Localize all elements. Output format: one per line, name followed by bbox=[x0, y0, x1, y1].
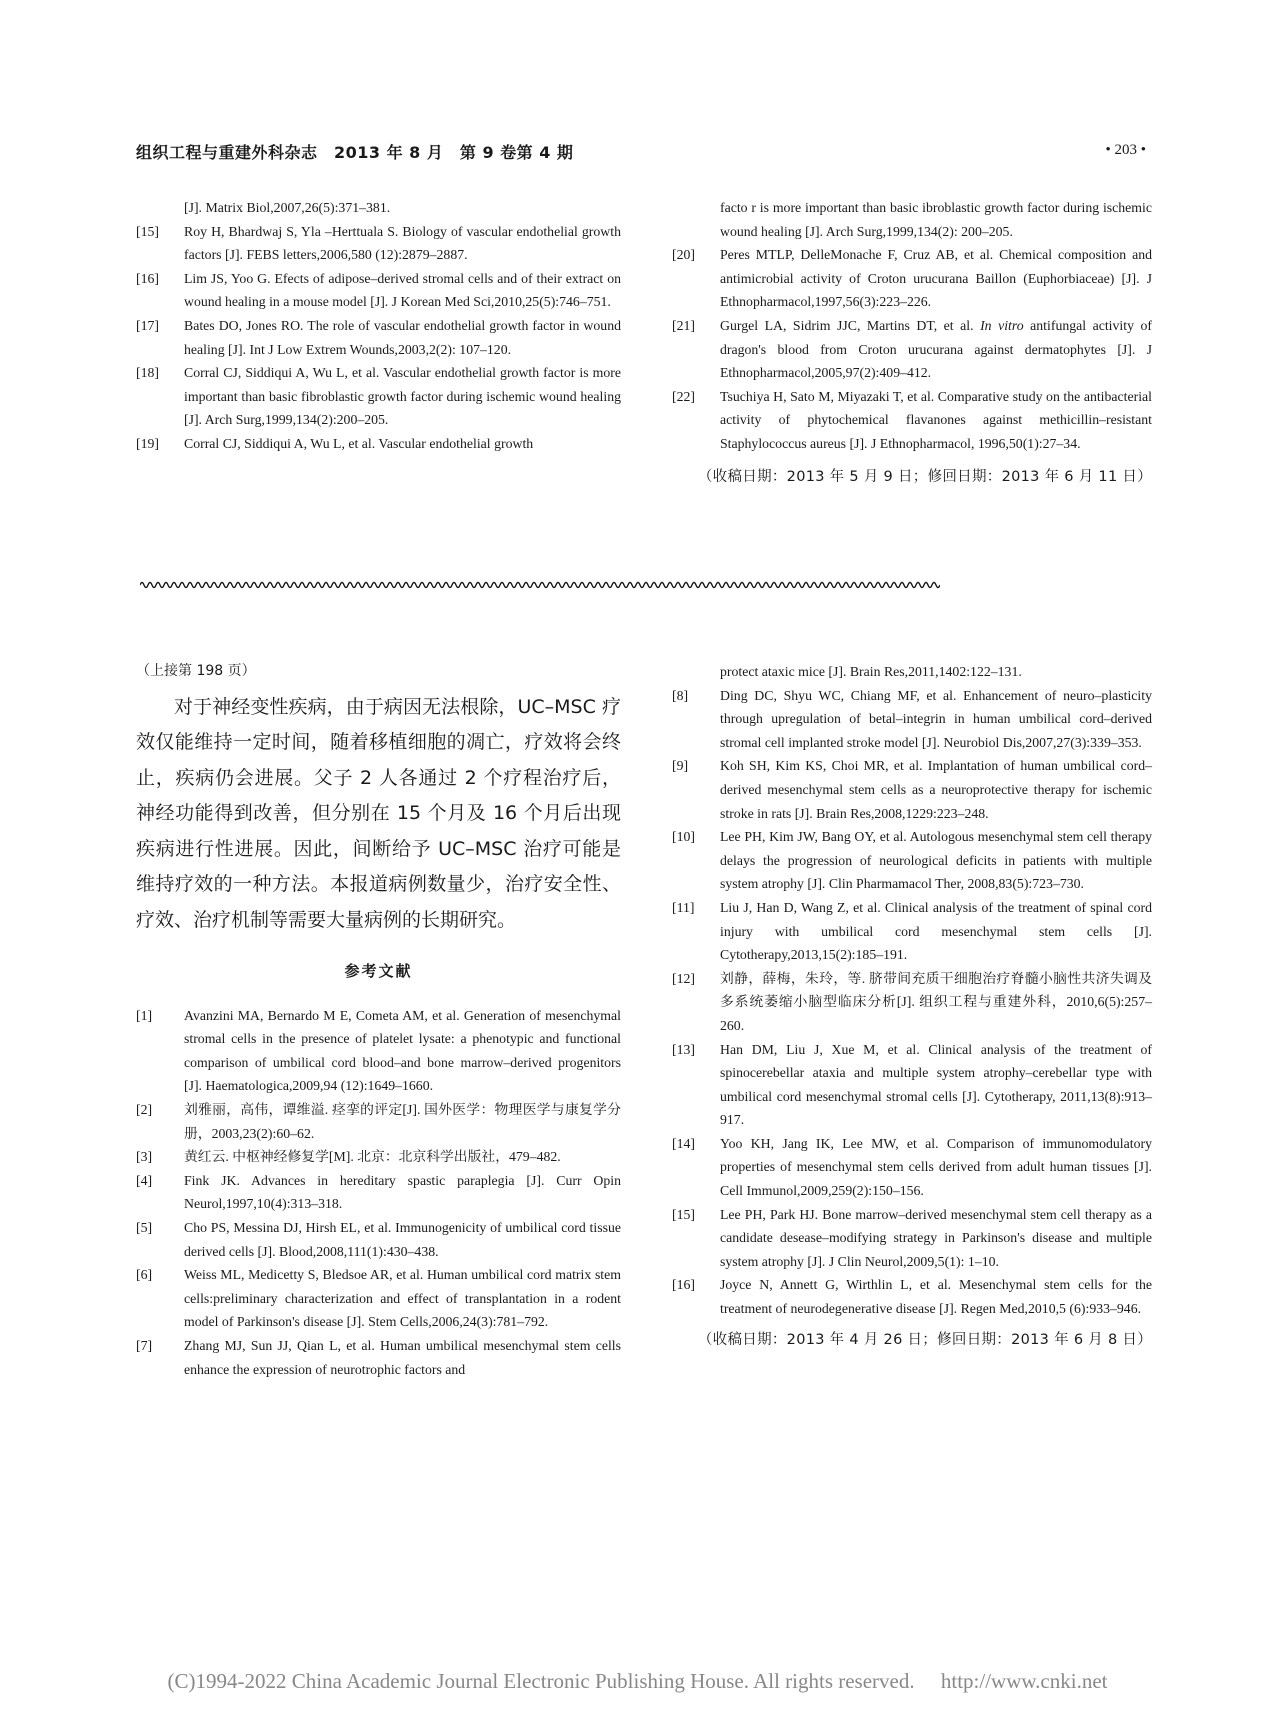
ref-item bbox=[136, 361, 621, 432]
ref-text: Liu J, Han D, Wang Z, et al. Clinical analysis of the treatment of spinal cord injury with umbilical cord mesenchymal stem cells [J]. Cytotherapy,2013,15(2):185–191. bbox=[720, 899, 1152, 963]
ref-item bbox=[672, 825, 1152, 896]
ref-item bbox=[136, 1004, 621, 1098]
ref-item bbox=[672, 1132, 1152, 1203]
ref-number: [3] bbox=[136, 1149, 153, 1165]
ref-number: [19] bbox=[136, 435, 159, 451]
ref-text: Cho PS, Messina DJ, Hirsh EL, et al. Immunogenicity of umbilical cord tissue derived cells [J]. Blood,2008,111(1):430–438. bbox=[184, 1220, 621, 1259]
ref-number: [16] bbox=[672, 1277, 695, 1293]
ref-text: Lee PH, Park HJ. Bone marrow–derived mesenchymal stem cell therapy as a candidate desease–modifying strategy in Parkinson's disease and multiple system atrophy [J]. J Clin Neurol,2009,5(1): 1–10. bbox=[720, 1206, 1152, 1269]
ref-item bbox=[136, 1145, 621, 1169]
ref-number: [7] bbox=[136, 1338, 153, 1353]
ref-number: [16] bbox=[136, 270, 159, 286]
top-right-column bbox=[672, 196, 1152, 489]
ref-text: Zhang MJ, Sun JJ, Qian L, et al. Human umbilical mesenchymal stem cells enhance the expression of neurotrophic factors and bbox=[184, 1338, 621, 1377]
ref-text-pre: Gurgel LA, Sidrim JJC, Martins DT, et al. bbox=[720, 317, 981, 333]
top-left-column bbox=[136, 196, 621, 456]
ref-text: Corral CJ, Siddiqui A, Wu L, et al. Vascular endothelial growth bbox=[184, 435, 534, 451]
ref-item bbox=[672, 243, 1152, 314]
ref-text: Roy H, Bhardwaj S, Yla –Herttuala S. Biology of vascular endothelial growth factors [J]. FEBS letters,2006,580 (12):2879–2887. bbox=[184, 223, 621, 263]
ref-item bbox=[672, 967, 1152, 1038]
ref-item bbox=[136, 314, 621, 361]
continued-note: （上接第 198 页） bbox=[136, 663, 256, 679]
ref-continuation: [J]. Matrix Biol,2007,26(5):371–381. bbox=[184, 200, 391, 215]
ref-item bbox=[672, 754, 1152, 825]
ref-text: Corral CJ, Siddiqui A, Wu L, et al. Vascular endothelial growth factor is more important than basic fibroblastic growth factor during ischemic wound healing [J]. Arch Surg,1999,134(2):200–205. bbox=[184, 365, 621, 428]
ref-item bbox=[672, 385, 1152, 456]
ref-text-post: antifungal activity of dragon's blood from Croton urucurana against dermatophytes [J]. J Ethnopharmacol,2005,97(2):409–412. bbox=[720, 317, 1152, 381]
ref-item bbox=[136, 1263, 621, 1334]
ref-number: [14] bbox=[672, 1135, 695, 1151]
bottom-right-column bbox=[672, 660, 1152, 1352]
ref-text: Lee PH, Kim JW, Bang OY, et al. Autologous mesenchymal stem cell therapy delays the progression of neurological deficits in patients with multiple system atrophy [J]. Clin Pharmamacol Ther, 2008,83(5):723–730. bbox=[720, 829, 1152, 892]
ref-text: Peres MTLP, DelleMonache F, Cruz AB, et al. Chemical composition and antimicrobial activity of Croton urucurana Baillon (Euphorbiaceae) [J]. J Ethnopharmacol,1997,56(3):223–226. bbox=[720, 247, 1152, 310]
ref-text: Yoo KH, Jang IK, Lee MW, et al. Comparison of immunomodulatory properties of mesenchymal stem cells derived from adult human tissues [J]. Cell Immunol,2009,259(2):150–156. bbox=[720, 1135, 1152, 1199]
journal-title: 组织工程与重建外科杂志 2013 年 8 月 第 9 卷第 4 期 bbox=[136, 143, 574, 162]
ref-number: [22] bbox=[672, 388, 695, 404]
wavy-divider bbox=[140, 578, 940, 592]
bottom-left-column bbox=[136, 660, 621, 1381]
ref-text: Avanzini MA, Bernardo M E, Cometa AM, et al. Generation of mesenchymal stromal cells in the presence of platelet lysate: a phenotypic and functional comparison of umbilical cord blood–and bone marrow–derived progenitors [J]. Haematologica,2009,94 (12):1649–1660. bbox=[184, 1007, 621, 1094]
copyright-footer: (C)1994-2022 China Academic Journal Electronic Publishing House. All rights reserved. http://www.cnki.net bbox=[167, 1669, 1108, 1693]
references-heading: 参考文献 bbox=[344, 962, 413, 981]
received-dates: （收稿日期：2013 年 4 月 26 日；修回日期：2013 年 6 月 8 日） bbox=[697, 1331, 1152, 1348]
ref-item bbox=[672, 314, 1152, 385]
ref-text: 刘静，薛梅，朱玲，等. 脐带间充质干细胞治疗脊髓小脑性共济失调及多系统萎缩小脑型临床分析[J]. 组织工程与重建外科，2010,6(5):257–260. bbox=[720, 970, 1152, 1033]
ref-number: [5] bbox=[136, 1220, 153, 1236]
ref-number: [10] bbox=[672, 829, 695, 845]
ref-number: [12] bbox=[672, 970, 695, 986]
ref-text: Bates DO, Jones RO. The role of vascular endothelial growth factor in wound healing [J]. Int J Low Extrem Wounds,2003,2(2): 107–120. bbox=[184, 317, 621, 357]
ref-number: [11] bbox=[672, 899, 695, 915]
ref-number: [18] bbox=[136, 365, 159, 381]
ref-item bbox=[672, 1273, 1152, 1320]
ref-text: Tsuchiya H, Sato M, Miyazaki T, et al. Comparative study on the antibacterial activity of phytochemical flavanones against methicillin–resistant Staphylococcus aureus [J]. J Ethnopharmacol, 1996,50(1):27–34. bbox=[720, 388, 1152, 451]
ref-number: [15] bbox=[136, 223, 159, 239]
running-header bbox=[136, 140, 1146, 164]
ref-number: [4] bbox=[136, 1172, 153, 1188]
ref-text-italic: In vitro bbox=[980, 317, 1024, 333]
ref-number: [2] bbox=[136, 1102, 153, 1118]
body-paragraph: 对于神经变性疾病，由于病因无法根除，UC–MSC 疗效仅能维持一定时间，随着移植细胞的凋亡，疗效将会终止，疾病仍会进展。父子 2 人各通过 2 个疗程治疗后，神经功能得到改善，但分别在 15 个月及 16 个月后出现疾病进行性进展。因此，间断给予 UC–MSC 治疗可能是维持疗效的一种方法。本报道病例数量少，治疗安全性、疗效、治疗机制等需要大量病例的长期研究。 bbox=[136, 695, 621, 931]
ref-text: Joyce N, Annett G, Wirthlin L, et al. Mesenchymal stem cells for the treatment of neurodegenerative disease [J]. Regen Med,2010,5 (6):933–946. bbox=[720, 1277, 1152, 1317]
ref-text: Ding DC, Shyu WC, Chiang MF, et al. Enhancement of neuro–plasticity through upregulation of betal–integrin in human umbilical cord–derived stromal cell implanted stroke model [J]. Neurobiol Dis,2007,27(3):339–353. bbox=[720, 687, 1152, 750]
ref-item bbox=[136, 267, 621, 314]
ref-text: Lim JS, Yoo G. Efects of adipose–derived stromal cells and of their extract on wound healing in a mouse model [J]. J Korean Med Sci,2010,25(5):746–751. bbox=[184, 270, 621, 310]
ref-item bbox=[136, 220, 621, 267]
ref-number: [17] bbox=[136, 317, 159, 333]
ref-item bbox=[136, 1098, 621, 1145]
received-dates: （收稿日期：2013 年 5 月 9 日；修回日期：2013 年 6 月 11 日） bbox=[697, 468, 1152, 485]
ref-number: [13] bbox=[672, 1041, 695, 1057]
ref-item bbox=[136, 1216, 621, 1263]
ref-item bbox=[672, 1203, 1152, 1274]
page-number: • 203 • bbox=[1105, 142, 1146, 158]
ref-item bbox=[672, 684, 1152, 755]
ref-item bbox=[672, 896, 1152, 967]
ref-item bbox=[672, 1038, 1152, 1132]
ref-continuation: protect ataxic mice [J]. Brain Res,2011,1402:122–131. bbox=[720, 664, 1022, 679]
ref-number: [6] bbox=[136, 1267, 153, 1283]
ref-number: [8] bbox=[672, 687, 689, 703]
ref-text: Weiss ML, Medicetty S, Bledsoe AR, et al. Human umbilical cord matrix stem cells:preliminary characterization and effect of transplantation in a rodent model of Parkinson's disease [J]. Stem Cells,2006,24(3):781–792. bbox=[184, 1267, 621, 1330]
ref-number: [21] bbox=[672, 317, 695, 333]
ref-text: Koh SH, Kim KS, Choi MR, et al. Implantation of human umbilical cord–derived mesenchymal stem cells as a neuroprotective therapy for ischemic stroke in rats [J]. Brain Res,2008,1229:223–248. bbox=[720, 758, 1152, 821]
ref-item bbox=[136, 1169, 621, 1216]
ref-number: [20] bbox=[672, 247, 695, 263]
ref-number: [9] bbox=[672, 758, 689, 774]
ref-text: Han DM, Liu J, Xue M, et al. Clinical analysis of the treatment of spinocerebellar ataxia and multiple system atrophy–cerebellar type with umbilical cord mesenchymal stromal cells [J]. Cytotherapy, 2011,13(8):913–917. bbox=[720, 1041, 1152, 1128]
ref-text: 黄红云. 中枢神经修复学[M]. 北京：北京科学出版社，479–482. bbox=[184, 1149, 561, 1165]
ref-number: [15] bbox=[672, 1206, 695, 1222]
ref-item bbox=[136, 432, 621, 456]
ref-number: [1] bbox=[136, 1007, 153, 1023]
ref-text: Fink JK. Advances in hereditary spastic paraplegia [J]. Curr Opin Neurol,1997,10(4):313–318. bbox=[184, 1172, 621, 1212]
ref-item bbox=[136, 1334, 621, 1381]
ref-text: 刘雅丽，高伟，谭维溢. 痉挛的评定[J]. 国外医学：物理医学与康复学分册，2003,23(2):60–62. bbox=[184, 1102, 621, 1141]
ref-continuation: facto r is more important than basic ibroblastic growth factor during ischemic wound healing [J]. Arch Surg,1999,134(2): 200–205. bbox=[720, 200, 1152, 239]
